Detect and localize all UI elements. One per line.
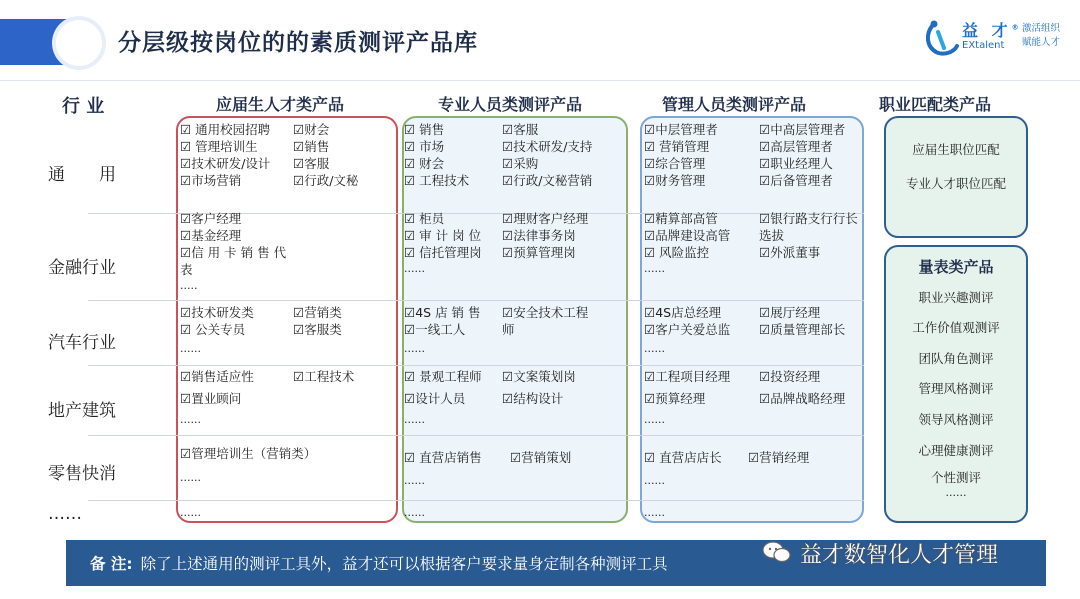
list-item: ☑采购: [502, 156, 539, 171]
list-item: ☑品牌建设高管: [644, 228, 731, 243]
list-item: ☑综合管理: [644, 156, 706, 171]
list-item: ☑后备管理者: [759, 173, 833, 188]
list-item: ☑投资经理: [759, 369, 821, 384]
list-item: ☑营销策划: [510, 450, 572, 465]
list-item: ☑预算管理岗: [502, 245, 576, 260]
list-item: ☑ 财会: [404, 156, 445, 171]
list-item: ☑结构设计: [502, 391, 564, 406]
list-item: ☑ 销售: [404, 122, 445, 137]
heading-professional: 专业人员类测评产品: [438, 95, 583, 114]
list-item: ☑理财客户经理: [502, 211, 589, 226]
list-item: ☑财会: [293, 122, 330, 137]
list-item: ☑ 直营店店长: [644, 450, 722, 465]
list-item: ☑ 管理培训生: [180, 139, 258, 154]
industry-more: ……: [48, 504, 82, 524]
list-item: ☑预算经理: [644, 391, 706, 406]
list-item: ☑中高层管理者: [759, 122, 846, 137]
more-dots: ......: [180, 506, 201, 519]
heading-industry: 行 业: [62, 96, 105, 117]
heading-graduate: 应届生人才类产品: [216, 95, 345, 114]
scale-item: 工作价值观测评: [912, 320, 1000, 335]
more-dots: ......: [945, 486, 967, 499]
row-separator: [88, 435, 864, 436]
scale-item: 团队角色测评: [918, 351, 994, 366]
more-dots: ......: [180, 471, 201, 484]
list-item: ☑安全技术工程师: [502, 305, 589, 337]
list-item: ☑信 用 卡 销 售 代表: [180, 245, 287, 277]
list-item: ☑职业经理人: [759, 156, 833, 171]
list-item: ☑ 景观工程师: [404, 369, 482, 384]
list-item: ☑ 审 计 岗 位: [404, 228, 482, 243]
list-item: ☑基金经理: [180, 228, 242, 243]
scale-item: 管理风格测评: [918, 381, 994, 396]
more-dots: ......: [644, 342, 665, 355]
list-item: ☑一线工人: [404, 322, 466, 337]
more-dots: ......: [404, 262, 425, 275]
list-item: ☑行政/文秘营销: [502, 173, 593, 188]
row-separator: [88, 500, 864, 501]
list-item: ☑ 通用校园招聘: [180, 122, 271, 137]
heading-job-match: 职业匹配类产品: [879, 95, 992, 114]
industry-finance: 金融行业: [48, 258, 116, 278]
list-item: ☑客服: [502, 122, 539, 137]
list-item: ☑管理培训生（营销类）: [180, 446, 317, 461]
list-item: ☑销售: [293, 139, 330, 154]
scale-item: 职业兴趣测评: [918, 290, 994, 305]
list-item: ☑质量管理部长: [759, 322, 846, 337]
industry-realestate: 地产建筑: [48, 401, 116, 421]
industry-general: 通 用: [48, 165, 116, 185]
list-item: ☑中层管理者: [644, 122, 718, 137]
list-item: ☑ 风险监控: [644, 245, 710, 260]
logo-slogan: 激活组织 赋能人才: [1022, 23, 1061, 48]
scale-item: 个性测评: [930, 470, 981, 485]
job-match-item: 专业人才职位匹配: [905, 176, 1006, 191]
header-divider: [0, 80, 1080, 81]
list-item: ☑高层管理者: [759, 139, 833, 154]
more-dots: ......: [404, 474, 425, 487]
header-circle-decoration: [56, 20, 102, 66]
more-dots: ......: [180, 413, 201, 426]
logo-english-name: EXtalent: [962, 40, 1005, 51]
more-dots: ......: [644, 474, 665, 487]
scale-title: 量表类产品: [918, 258, 994, 276]
more-dots: ......: [644, 413, 665, 426]
list-item: ☑精算部高管: [644, 211, 718, 226]
list-item: ☑工程技术: [293, 369, 355, 384]
list-item: ☑技术研发/设计: [180, 156, 271, 171]
more-dots: ......: [404, 342, 425, 355]
industry-auto: 汽车行业: [48, 333, 116, 353]
more-dots: .....: [180, 279, 198, 292]
more-dots: ......: [644, 506, 665, 519]
list-item: ☑工程项目经理: [644, 369, 731, 384]
list-item: ☑行政/文秘: [293, 173, 359, 188]
list-item: ☑设计人员: [404, 391, 466, 406]
brand-logo: [924, 18, 1074, 58]
logo-mark-icon: [924, 18, 960, 58]
list-item: ☑ 工程技术: [404, 173, 470, 188]
more-dots: ......: [404, 506, 425, 519]
list-item: ☑客户关爱总监: [644, 322, 731, 337]
list-item: ☑外派董事: [759, 245, 821, 260]
list-item: ☑文案策划岗: [502, 369, 576, 384]
list-item: ☑销售适应性: [180, 369, 254, 384]
list-item: ☑营销类: [293, 305, 342, 320]
list-item: ☑ 直营店销售: [404, 450, 482, 465]
list-item: ☑ 公关专员: [180, 322, 246, 337]
list-item: ☑品牌战略经理: [759, 391, 846, 406]
row-separator: [88, 365, 864, 366]
list-item: ☑展厅经理: [759, 305, 821, 320]
scale-item: 心理健康测评: [918, 443, 994, 458]
job-match-item: 应届生职位匹配: [912, 142, 1000, 157]
list-item: ☑财务管理: [644, 173, 706, 188]
list-item: ☑ 市场: [404, 139, 445, 154]
wechat-icon: [762, 541, 792, 563]
list-item: ☑ 柜员: [404, 211, 445, 226]
list-item: ☑置业顾问: [180, 391, 242, 406]
row-separator: [88, 300, 864, 301]
list-item: ☑客户经理: [180, 211, 242, 226]
list-item: ☑ 信托管理岗: [404, 245, 482, 260]
page-title: 分层级按岗位的的素质测评产品库: [118, 30, 478, 56]
list-item: ☑银行路支行行长选拔: [759, 211, 858, 243]
list-item: ☑4S 店 销 售: [404, 305, 481, 320]
scale-item: 领导风格测评: [918, 412, 994, 427]
more-dots: ......: [180, 342, 201, 355]
list-item: ☑ 营销管理: [644, 139, 710, 154]
list-item: ☑营销经理: [748, 450, 810, 465]
list-item: ☑客服类: [293, 322, 342, 337]
list-item: ☑客服: [293, 156, 330, 171]
logo-chinese-name: 益 才®: [962, 21, 1023, 40]
heading-management: 管理人员类测评产品: [662, 95, 807, 114]
list-item: ☑技术研发类: [180, 305, 254, 320]
list-item: ☑4S店总经理: [644, 305, 722, 320]
note-text: 备 注: 除了上述通用的测评工具外，益才还可以根据客户要求量身定制各种测评工具: [90, 555, 668, 573]
industry-retail: 零售快消: [48, 464, 116, 484]
list-item: ☑技术研发/支持: [502, 139, 593, 154]
list-item: ☑法律事务岗: [502, 228, 576, 243]
list-item: ☑市场营销: [180, 173, 242, 188]
more-dots: ......: [404, 413, 425, 426]
watermark-text: 益才数智化人才管理: [800, 543, 999, 568]
more-dots: ......: [644, 262, 665, 275]
